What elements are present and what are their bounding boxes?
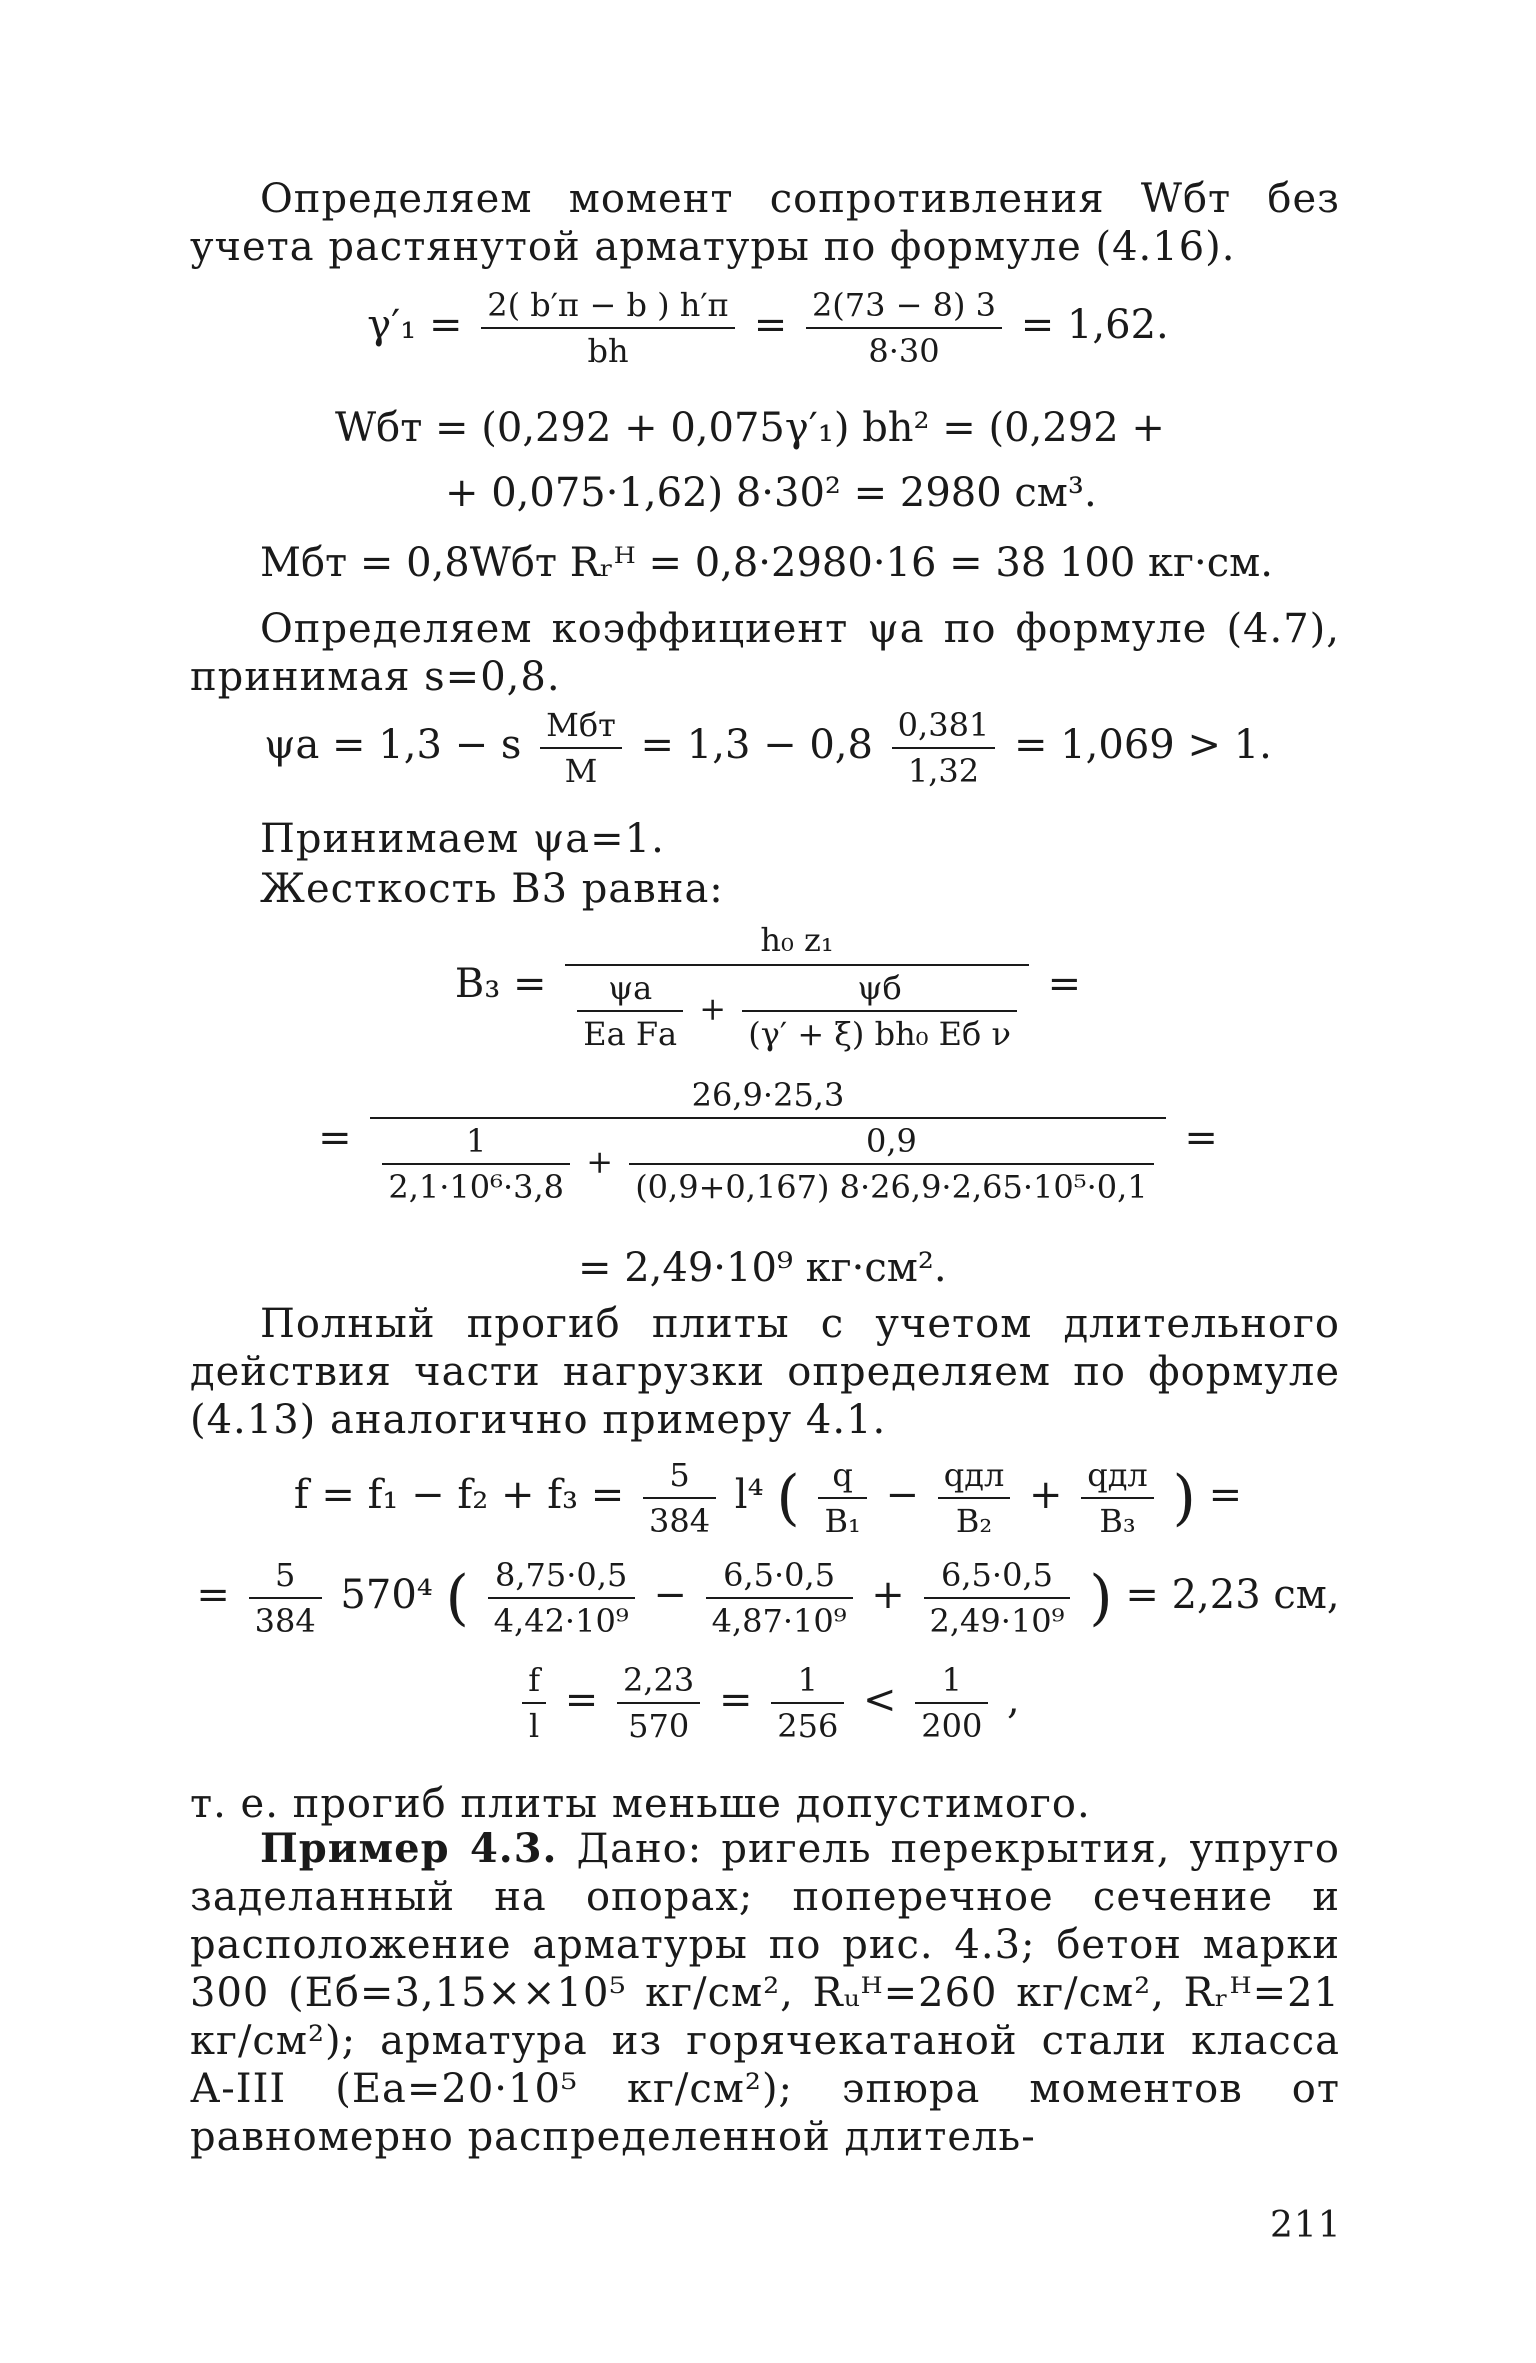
paragraph-stiffness-label: Жесткость B3 равна: — [260, 866, 724, 912]
equation-gamma: γ′₁ = $\frac{2( b'п - b ) h'п}{bh}$ = $\frac{2(73 - 8) 3}{8\cdot 30}$ = 1,62. — [367, 286, 1169, 370]
equation-deflection-general: f = f₁ − f₂ + f₃ = $\frac{5}{384}$ l⁴ ( $\frac{q}{\text{B₁}}$ − $\frac{\text{qдл}}{\text{B₂}}$ + $\frac{\text{qдл}}{\text{B₃}}$ ) = — [293, 1456, 1243, 1540]
equation-wbt-line2: + 0,075·1,62) 8·30² = 2980 см³. — [445, 470, 1097, 516]
page-number: 211 — [1270, 2205, 1342, 2246]
eq6-main-fraction: 26,9·25,3 $\frac{1}{\text{2,1·10⁶·3,8}}$ + $\frac{0,9}{\text{(0,9+0,167) 8·26,9·2,65·10⁵·0,1}}$ — [370, 1075, 1165, 1207]
eq4-fraction-2: $\frac{0,381}{1,32}$ — [892, 705, 996, 791]
equation-b3-numeric: = 26,9·25,3 $\frac{1}{\text{2,1·10⁶·3,8}}$ + $\frac{0,9}{\text{(0,9+0,167) 8·26,9·2,65·10⁵·0,1}}$ = — [318, 1076, 1218, 1206]
equation-b3-general: B₃ = h₀ z₁ $\frac{\psi а}{\text{Eа Fа}}$ + $\frac{\psi б}{\text{(γ′ + ξ) bh₀ Eб ν}}$ = — [454, 921, 1082, 1053]
paragraph-full-deflection: Полный прогиб плиты с учетом длительного действия части нагрузки определяем по формуле (4.13) аналогично примеру 4.1. — [190, 1301, 1340, 1443]
paragraph-accept-psi: Принимаем ψа=1. — [260, 816, 665, 862]
eq1-fraction-1: $\frac{2( b'п - b ) h'п}{bh}$ — [481, 285, 735, 371]
equation-psi-a: ψа = 1,3 − s $\frac{\text{Mбт}}{M}$ = 1,3 − 0,8 $\frac{0,381}{1,32}$ = 1,069 > 1. — [264, 706, 1272, 790]
eq5-main-fraction: h₀ z₁ $\frac{\psi а}{\text{Eа Fа}}$ + $\frac{\psi б}{\text{(γ′ + ξ) bh₀ Eб ν}}$ — [565, 920, 1029, 1054]
eq1-fraction-2: $\frac{2(73 - 8) 3}{8\cdot 30}$ — [806, 285, 1002, 371]
eq4-fraction-1: $\frac{\text{Mбт}}{M}$ — [540, 705, 622, 791]
equation-ratio: $\frac{f}{l}$ = $\frac{2,23}{570}$ = $\frac{1}{256}$ < $\frac{1}{200}$ , — [0, 1660, 1536, 1746]
paragraph-psi-coefficient: Определяем коэффициент ψа по формуле (4.7), принимая s=0,8. — [190, 606, 1340, 700]
equation-b3-result: = 2,49·10⁹ кг·см². — [578, 1245, 947, 1291]
eq1-lhs: γ′₁ = — [367, 302, 463, 348]
eq1-result: = 1,62. — [1020, 302, 1169, 348]
paragraph-example-4-3 — [190, 1825, 1340, 2161]
example-text: Дано: ригель перекрытия, упруго заделанный на опорах; поперечное сечение и расположение арматуры по рис. 4.3; бетон марки 300 (Eб=3,15××10⁵ кг/см², Rᵤᴴ=260 кг/см², Rᵣᴴ=21 кг/см²); арматура из горячекатаной стали класса А-III (Eа=20·10⁵ кг/см²); эпюра моментов от равномерно распределенной длитель- — [190, 1826, 1341, 2160]
example-label: Пример 4.3. — [260, 1825, 558, 1872]
equation-deflection-numeric: = $\frac{5}{384}$ 570⁴ ( $\frac{8,75\cdot 0,5}{\text{4,42·10⁹}}$ − $\frac{6,5\cdot 0,5}{\text{4,87·10⁹}}$ + $\frac{6,5\cdot 0,5}{\text{2,49·10⁹}}$ ) = 2,23 см, — [196, 1556, 1340, 1640]
equation-wbt-line1: Wбт = (0,292 + 0,075γ′₁) bh² = (0,292 + — [335, 405, 1165, 451]
equation-mbt: Mбт = 0,8Wбт Rᵣᴴ = 0,8·2980·16 = 38 100 кг·см. — [260, 540, 1273, 586]
paragraph-moment-resistance: Определяем момент сопротивления Wбт без учета растянутой арматуры по формуле (4.16). — [190, 176, 1340, 270]
paragraph-conclusion: т. е. прогиб плиты меньше допустимого. — [190, 1781, 1091, 1827]
